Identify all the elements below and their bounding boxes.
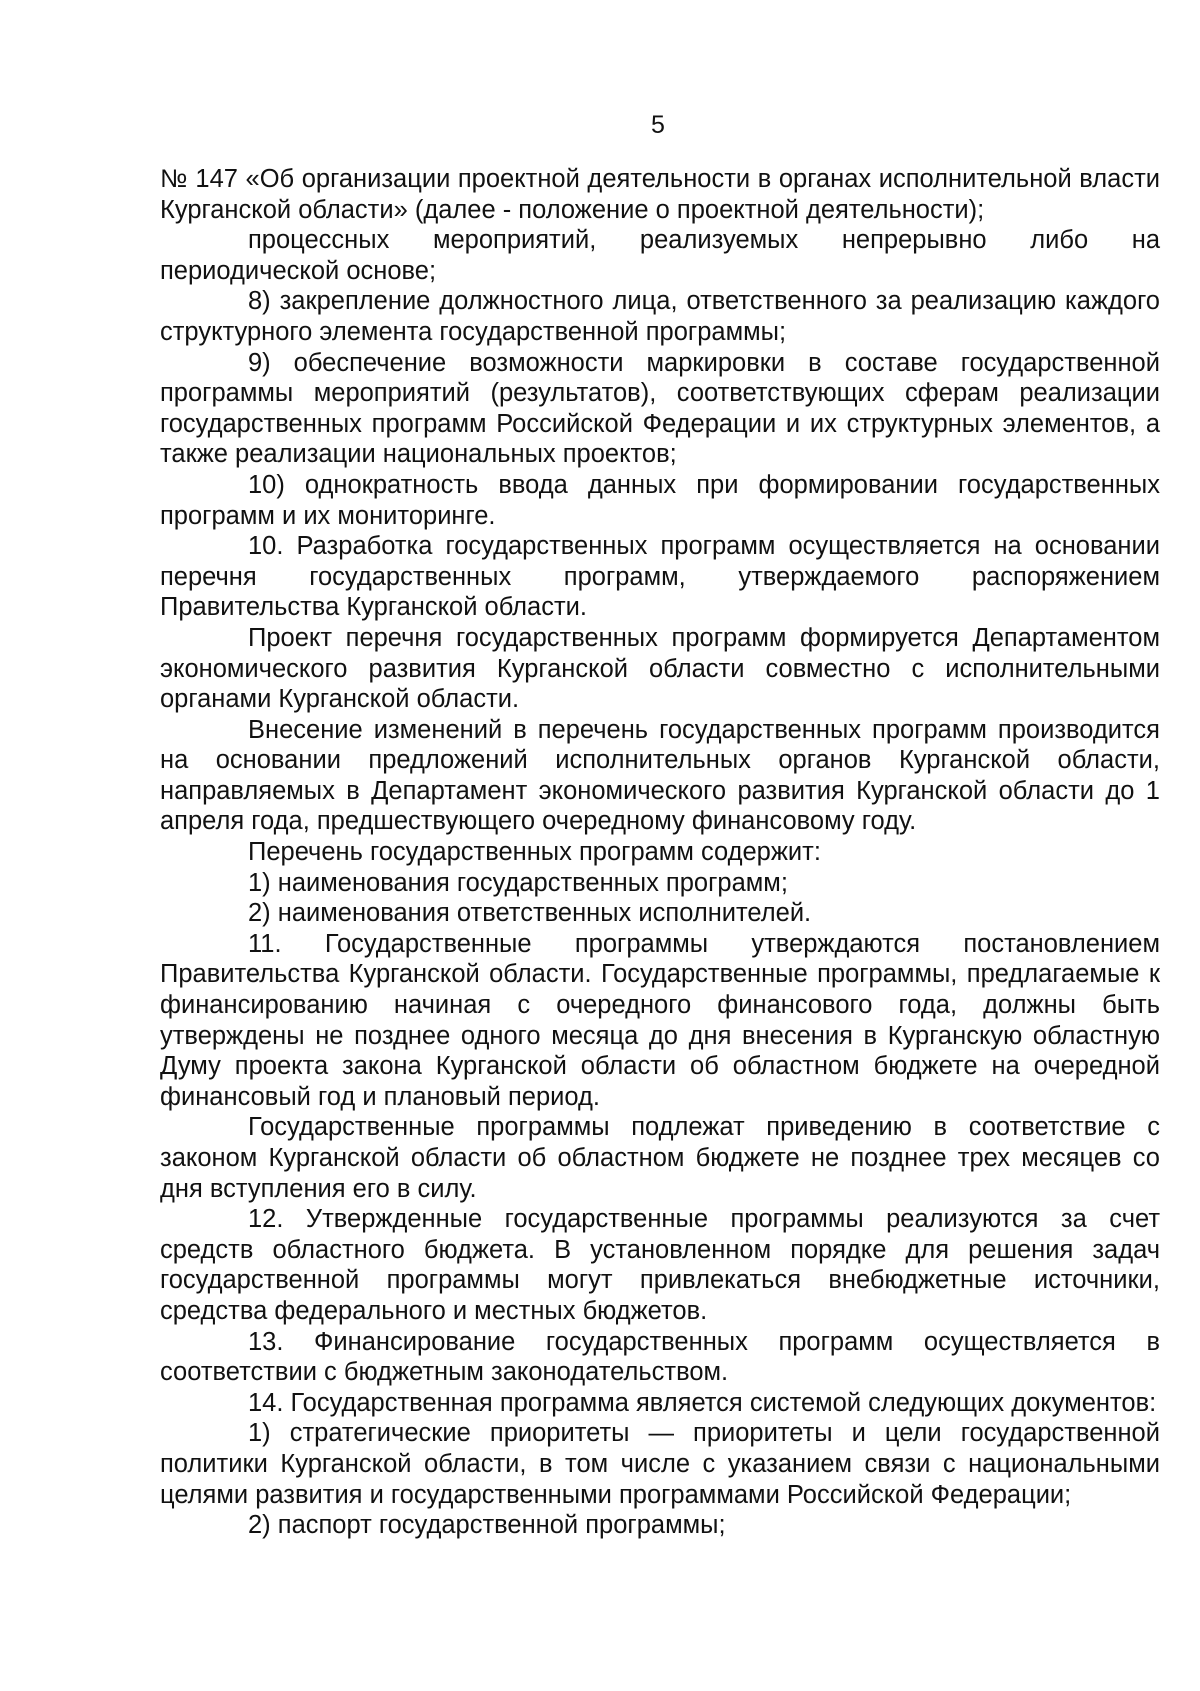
paragraph: 1) стратегические приоритеты — приоритеты и цели государственной политики Курганской области, в том числе с указанием связи с национальными целями развития и государственными программами Российской Федерации; (160, 1419, 1160, 1509)
paragraph: 2) наименования ответственных исполнителей. (248, 899, 812, 928)
paragraph: 9) обеспечение возможности маркировки в составе государственной программы мероприятий (результатов), соответствующих сферам реализации государственных программ Российской Федерации и их структурных элементов, а также реализации национальных проектов; (160, 348, 1160, 469)
paragraph: 10) однократность ввода данных при формировании государственных программ и их мониторинге. (160, 470, 1160, 530)
paragraph: Внесение изменений в перечень государственных программ производится на основании предложений исполнительных органов Курганской области, направляемых в Департамент экономического развития Курганской области до 1 апреля года, предшествующего очередному финансовому году. (160, 715, 1160, 836)
paragraph: 12. Утвержденные государственные программы реализуются за счет средств областного бюджета. В установленном порядке для решения задач государственной программы могут привлекаться внебюджетные источники, средства федерального и местных бюджетов. (160, 1205, 1160, 1325)
paragraph: 13. Финансирование государственных программ осуществляется в соответствии с бюджетным законодательством. (160, 1327, 1160, 1387)
paragraph: 2) паспорт государственной программы; (248, 1511, 726, 1540)
paragraph: 10. Разработка государственных программ осуществляется на основании перечня государственных программ, утверждаемого распоряжением Правительства Курганской области. (160, 532, 1160, 622)
paragraph: Проект перечня государственных программ формируется Департаментом экономического развития Курганской области совместно с исполнительными органами Курганской области. (160, 623, 1160, 714)
document-body (160, 164, 1160, 1541)
paragraph: Государственные программы подлежат приведению в соответствие с законом Курганской области об областном бюджете не позднее трех месяцев со дня вступления его в силу. (160, 1113, 1160, 1203)
paragraph: 14. Государственная программа является системой следующих документов: (248, 1388, 1157, 1417)
paragraph: 1) наименования государственных программ; (248, 868, 788, 897)
paragraph: № 147 «Об организации проектной деятельности в органах исполнительной власти Курганской области» (далее - положение о проектной деятельности); (160, 165, 1160, 224)
page-number: 5 (651, 111, 665, 139)
paragraph: процессных мероприятий, реализуемых непрерывно либо на периодической основе; (160, 226, 1160, 285)
paragraph: 8) закрепление должностного лица, ответственного за реализацию каждого структурного элемента государственной программы; (160, 287, 1160, 346)
paragraph: Перечень государственных программ содержит: (248, 838, 821, 867)
paragraph: 11. Государственные программы утверждаются постановлением Правительства Курганской области. Государственные программы, предлагаемые к финансированию начиная с очередного финансового года, должны быть утверждены не позднее одного месяца до дня внесения в Курганскую областную Думу проекта закона Курганской области об областном бюджете на очередной финансовый год и плановый период. (160, 929, 1160, 1111)
